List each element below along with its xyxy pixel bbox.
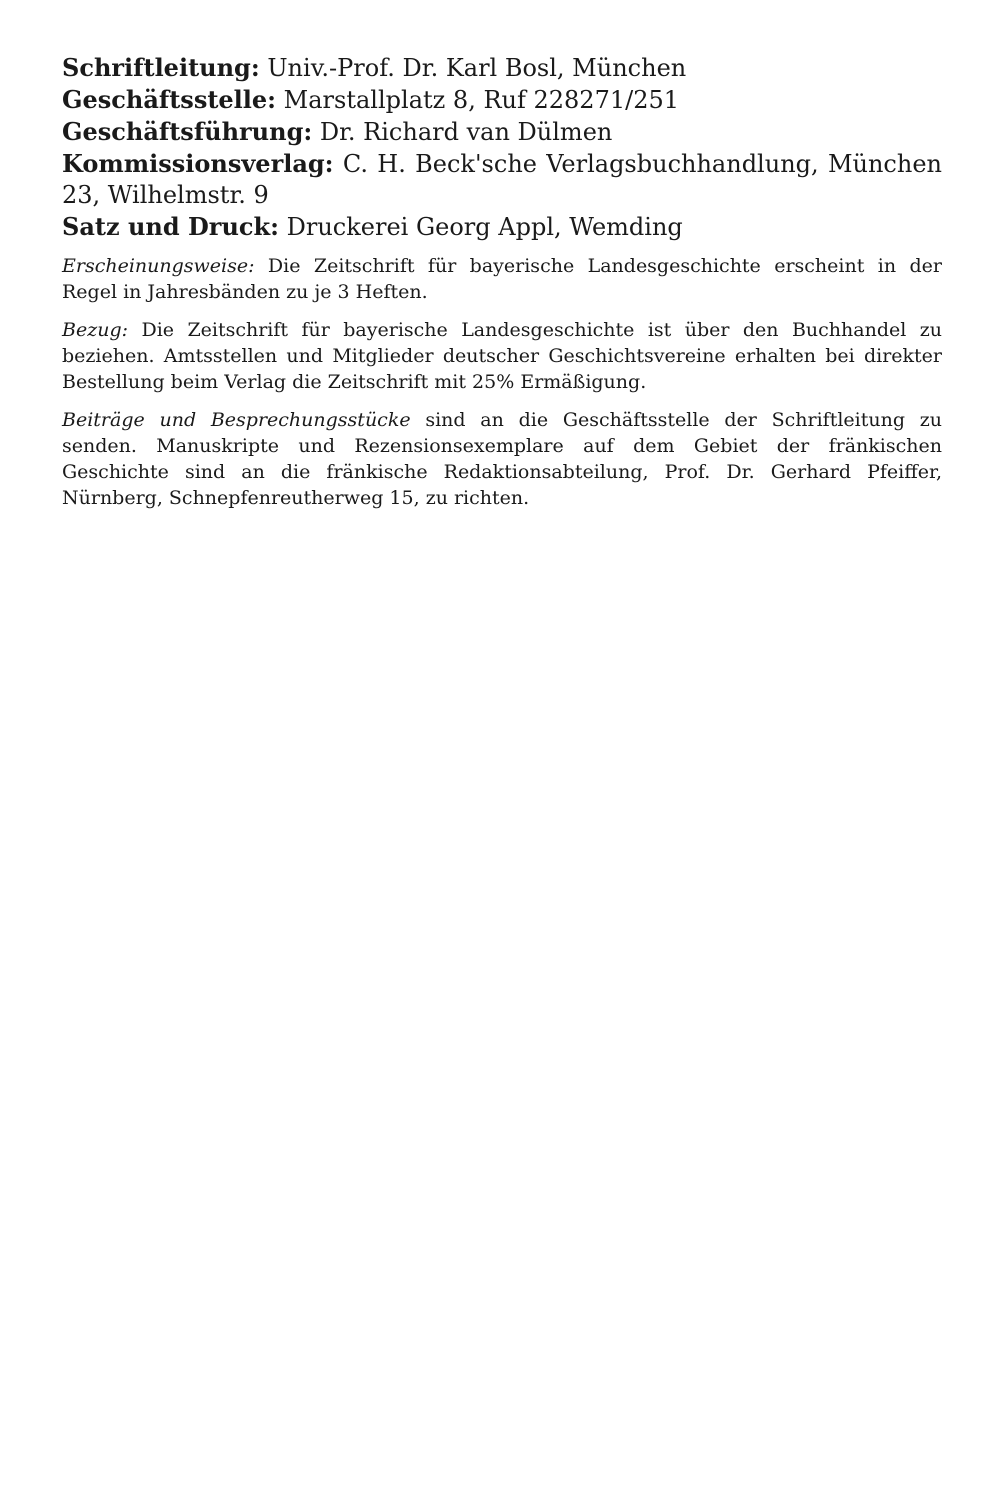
- imprint-office: [62, 84, 942, 116]
- imprint-printer-value: Druckerei Georg Appl, Wemding: [279, 213, 683, 241]
- notes-block: [62, 253, 942, 511]
- imprint-printer: [62, 211, 942, 243]
- imprint-printer-label: Satz und Druck:: [62, 212, 279, 241]
- note-subscription-text: Die Zeitschrift für bayerische Landesgeschichte ist über den Buchhandel zu beziehen. Amtsstellen und Mitglieder deutscher Geschichtsvereine erhalten bei direkter Bestellung beim Verlag die Zeitschrift mit 25% Ermäßigung.: [62, 319, 942, 393]
- imprint-publisher-value: C. H. Beck'sche Verlagsbuchhandlung, München 23, Wilhelmstr. 9: [62, 150, 942, 209]
- note-contributions-lead: Beiträge und Besprechungsstücke: [62, 409, 411, 431]
- note-publication-frequency-text: Die Zeitschrift für bayerische Landesgeschichte erscheint in der Regel in Jahresbänden zu je 3 Heften.: [62, 255, 942, 303]
- imprint-page: [62, 52, 942, 523]
- imprint-block: [62, 52, 942, 243]
- imprint-publisher-label: Kommissionsverlag:: [62, 149, 334, 178]
- imprint-management-label: Geschäftsführung:: [62, 117, 313, 146]
- note-publication-frequency-lead: Erscheinungsweise:: [62, 255, 255, 277]
- note-contributions: [62, 407, 942, 511]
- imprint-management: [62, 116, 942, 148]
- imprint-editor: [62, 52, 942, 84]
- note-publication-frequency: [62, 253, 942, 305]
- imprint-publisher: [62, 148, 942, 211]
- imprint-office-label: Geschäftsstelle:: [62, 85, 277, 114]
- imprint-editor-value: Univ.-Prof. Dr. Karl Bosl, München: [259, 54, 687, 82]
- note-subscription: [62, 317, 942, 395]
- imprint-office-value: Marstallplatz 8, Ruf 228271/251: [276, 86, 679, 114]
- note-subscription-lead: Bezug:: [62, 319, 129, 341]
- imprint-management-value: Dr. Richard van Dülmen: [312, 118, 613, 146]
- note-contributions-text: sind an die Geschäftsstelle der Schriftleitung zu senden. Manuskripte und Rezensionsexemplare auf dem Gebiet der fränkischen Geschichte sind an die fränkische Redaktionsabteilung, Prof. Dr. Gerhard Pfeiffer, Nürnberg, Schnepfenreutherweg 15, zu richten.: [62, 409, 942, 509]
- imprint-editor-label: Schriftleitung:: [62, 53, 260, 82]
